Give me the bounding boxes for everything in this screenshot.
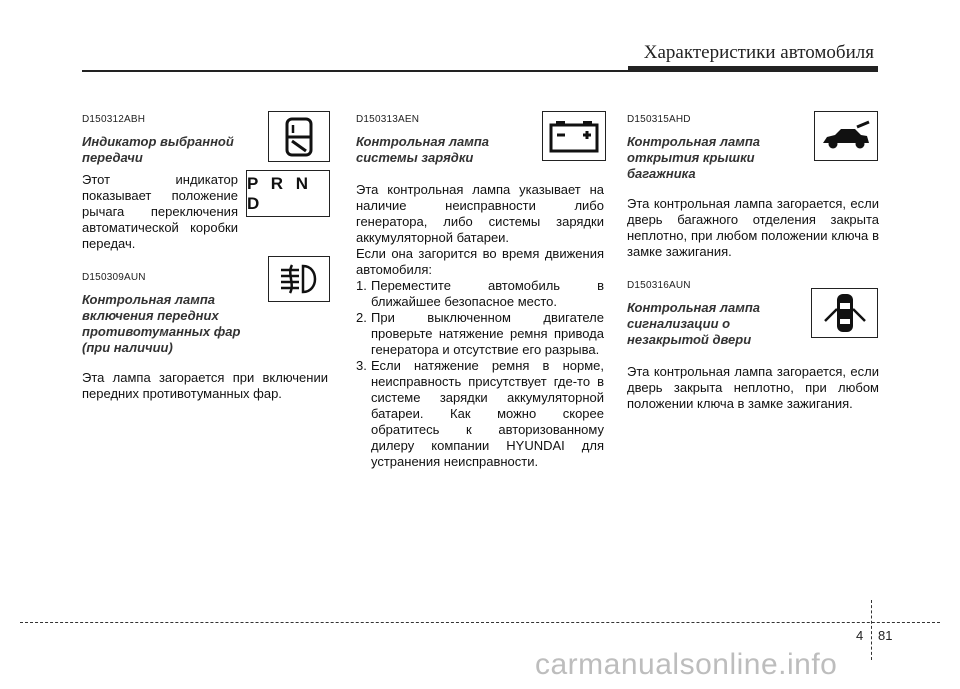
footer-rule bbox=[20, 622, 940, 623]
header-rule bbox=[82, 70, 878, 72]
prnd-label: P R N D bbox=[247, 173, 313, 213]
section-code: D150316AUN bbox=[627, 280, 691, 291]
section-heading: Контрольная лампа открытия крышки багажника bbox=[627, 134, 760, 181]
section-heading: Индикатор выбранной передачи bbox=[82, 134, 234, 165]
section-text: Эта контрольная лампа загорается, если дверь закрыта неплотно, при любом положении ключа в замке зажигания. bbox=[627, 364, 879, 411]
battery-charging-icon bbox=[542, 111, 606, 161]
section-text: Эта контрольная лампа указывает на наличие неисправности либо генератора, либо системы зарядки аккумуляторной батареи. bbox=[356, 182, 604, 245]
door-ajar-icon bbox=[811, 288, 878, 338]
list-item: 1. Переместите автомобиль в ближайшее безопасное место. bbox=[356, 278, 604, 309]
section-code: D150312ABH bbox=[82, 114, 146, 125]
column-2 bbox=[356, 112, 604, 470]
page-number: 81 bbox=[878, 628, 893, 643]
section-code: D150313AEN bbox=[356, 114, 420, 125]
section-code: D150309AUN bbox=[82, 272, 146, 283]
section-text: Эта лампа загорается при включении передних противотуманных фар. bbox=[82, 370, 328, 401]
list-item: 2. При выключенном двигателе проверьте натяжение ремня привода генератора и отсутствие его разрыва. bbox=[356, 310, 604, 357]
section-text: Эта контрольная лампа загорается, если дверь багажного отделения закрыта неплотно, при любом положении ключа в замке зажигания. bbox=[627, 196, 879, 259]
front-fog-light-icon bbox=[268, 256, 330, 302]
gear-indicator-icon bbox=[268, 111, 330, 162]
trunk-open-icon bbox=[814, 111, 878, 161]
prnd-indicator-icon bbox=[246, 170, 330, 217]
page-header-title: Характеристики автомобиля bbox=[643, 42, 874, 63]
section-text: Этот индикатор показывает положение рычага переключения автоматической коробки передач. bbox=[82, 172, 238, 251]
section-heading: Контрольная лампа сигнализации о незакрытой двери bbox=[627, 300, 760, 347]
chapter-number: 4 bbox=[856, 628, 864, 643]
page-separator bbox=[871, 600, 872, 660]
watermark: carmanualsonline.info bbox=[535, 648, 838, 681]
section-heading: Контрольная лампа системы зарядки bbox=[356, 134, 489, 165]
section-code: D150315AHD bbox=[627, 114, 691, 125]
steps-list bbox=[356, 278, 604, 470]
list-item: 3. Если натяжение ремня в норме, неисправность присутствует где-то в системе зарядки аккумуляторной батареи. Как можно скорее обратитесь к авторизованному дилеру компании HYUNDAI для устранения неисправности. bbox=[356, 358, 604, 469]
section-text-2: Если она загорится во время движения автомобиля: bbox=[356, 246, 604, 277]
section-heading: Контрольная лампа включения передних противотуманных фар (при наличии) bbox=[82, 292, 241, 355]
